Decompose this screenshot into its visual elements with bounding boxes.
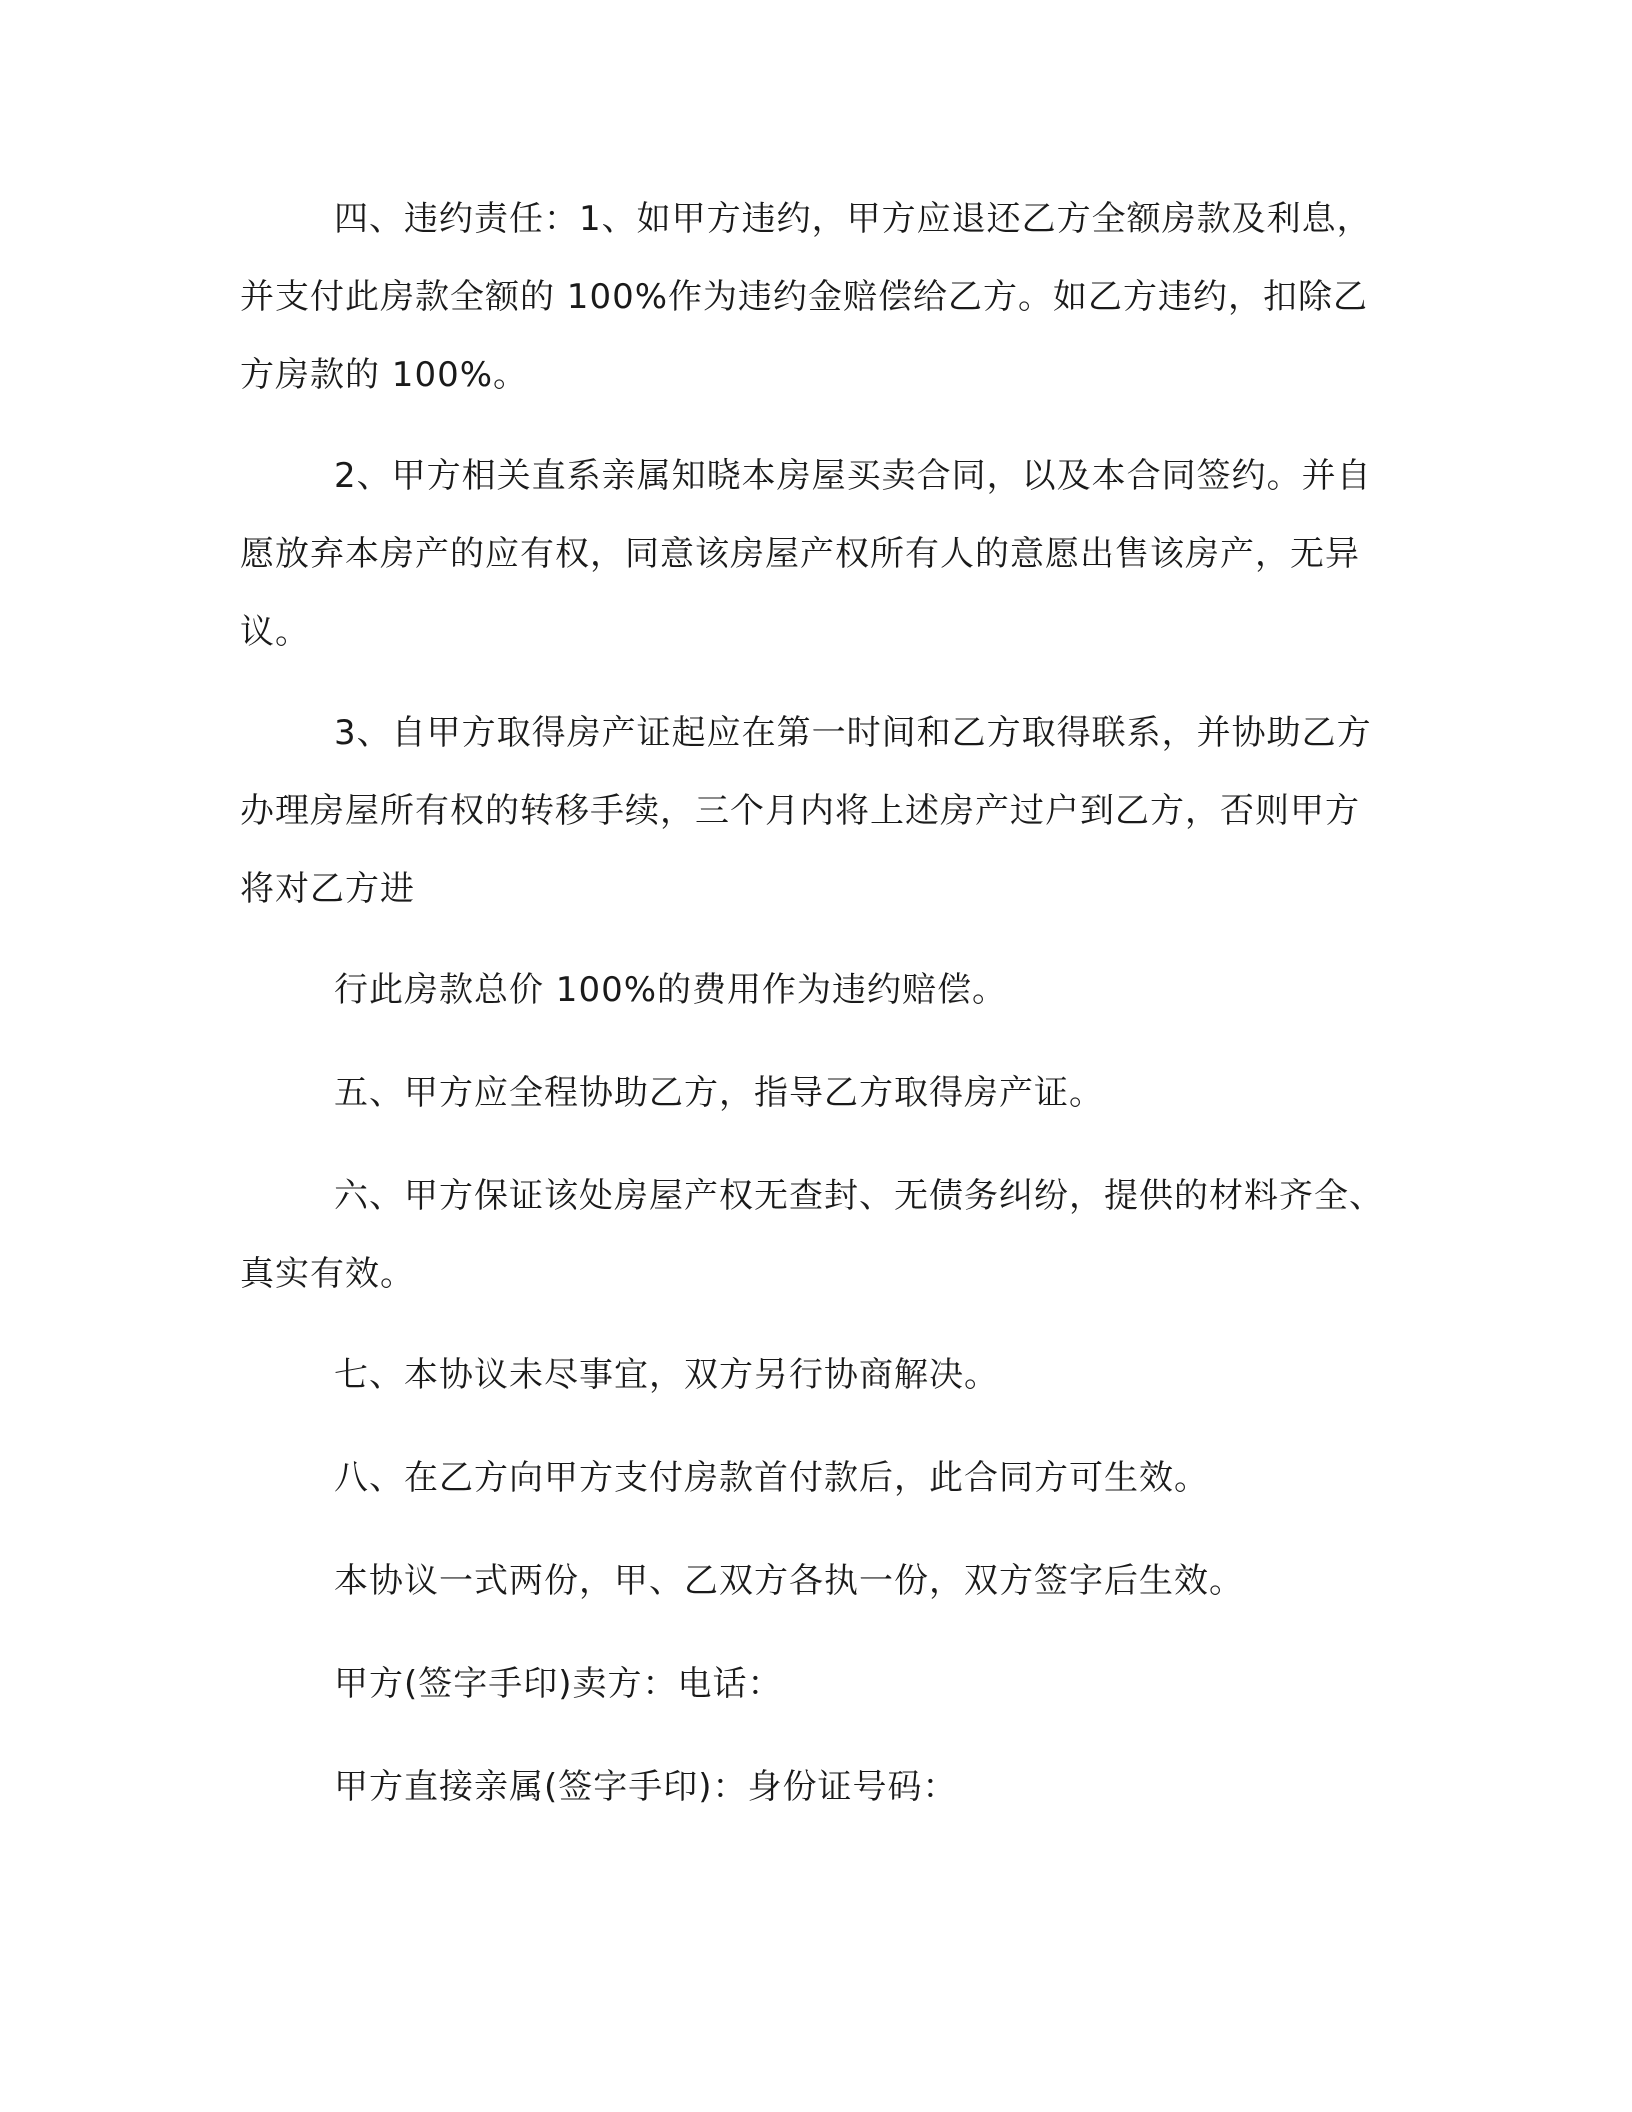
clause-breach-liability-3: 3、自甲方取得房产证起应在第一时间和乙方取得联系，并协助乙方办理房屋所有权的转移手续，三个月内将上述房产过户到乙方，否则甲方将对乙方进 [240, 713, 1372, 909]
clause-breach-liability-2: 2、甲方相关直系亲属知晓本房屋买卖合同，以及本合同签约。并自愿放弃本房产的应有权，同意该房屋产权所有人的意愿出售该房产，无异议。 [240, 456, 1372, 652]
copies-statement: 本协议一式两份，甲、乙双方各执一份，双方签字后生效。 [334, 1561, 1244, 1601]
clause-breach-liability-1: 四、违约责任：1、如甲方违约，甲方应退还乙方全额房款及利息，并支付此房款全额的 100%作为违约金赔偿给乙方。如乙方违约，扣除乙方房款的 100%。 [240, 199, 1372, 395]
clause-eight: 八、在乙方向甲方支付房款首付款后，此合同方可生效。 [334, 1458, 1209, 1498]
party-a-signature-line: 甲方(签字手印)卖方：电话： [334, 1664, 783, 1704]
clause-seven: 七、本协议未尽事宜，双方另行协商解决。 [334, 1355, 999, 1395]
clause-six: 六、甲方保证该处房屋产权无查封、无债务纠纷，提供的材料齐全、真实有效。 [240, 1176, 1384, 1294]
clause-breach-liability-3-continued: 行此房款总价 100%的费用作为违约赔偿。 [334, 970, 1008, 1010]
party-a-relative-signature-line: 甲方直接亲属(签字手印)：身份证号码： [334, 1767, 958, 1807]
clause-five: 五、甲方应全程协助乙方，指导乙方取得房产证。 [334, 1073, 1104, 1113]
